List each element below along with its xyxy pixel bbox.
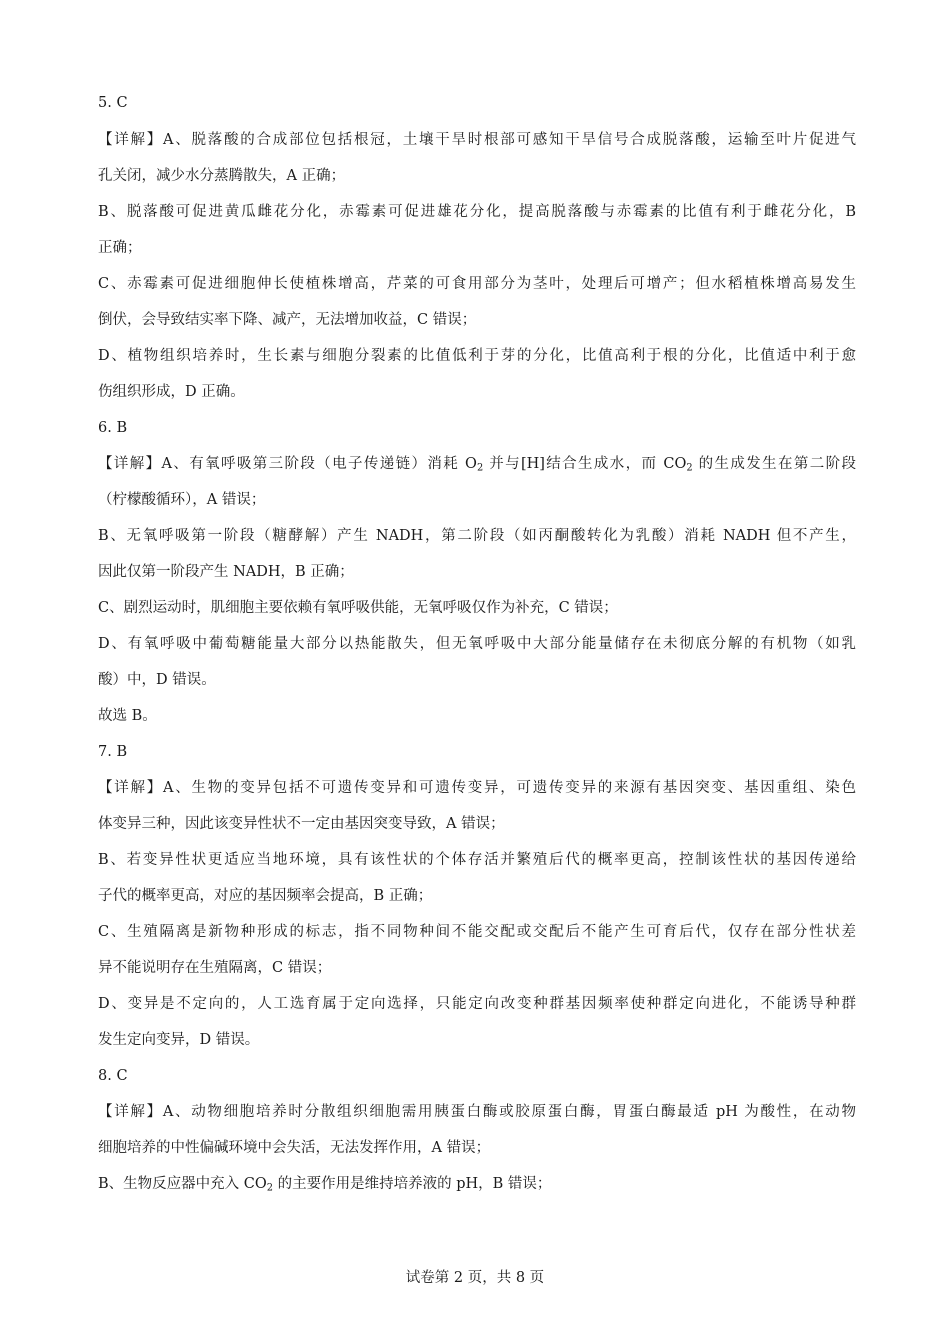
question-7-line-7: D、变异是不定向的，人工选育属于定向选择，只能定向改变种群基因频率使种群定向进化，不能诱导种群 [98,996,856,1012]
question-7-line-6: 异不能说明存在生殖隔离，C 错误； [98,960,332,976]
question-6-line-7: 酸）中，D 错误。 [98,672,216,688]
question-6-line-1: 【详解】A、有氧呼吸第三阶段（电子传递链）消耗 $O_2$ 并与[H]结合生成水，而 $CO_2$ 的生成发生在第二阶段 [98,456,856,474]
question-6-line-6: D、有氧呼吸中葡萄糖能量大部分以热能散失，但无氧呼吸中大部分能量储存在未彻底分解的有机物（如乳 [98,636,856,652]
question-6-line-8: 故选 B。 [98,708,157,724]
question-7-line-2: 体变异三种，因此该变异性状不一定由基因突变导致，A 错误； [98,816,505,832]
question-7-answer: 7. B [98,744,128,760]
question-7-line-8: 发生定向变异，D 错误。 [98,1032,260,1048]
question-8-answer: 8. C [98,1068,128,1084]
question-6-line-5: C、剧烈运动时，肌细胞主要依赖有氧呼吸供能，无氧呼吸仅作为补充，C 错误； [98,600,618,616]
question-7-line-3: B、若变异性状更适应当地环境，具有该性状的个体存活并繁殖后代的概率更高，控制该性状的基因传递给 [98,852,856,868]
question-5-line-1: 【详解】A、脱落酸的合成部位包括根冠，土壤干旱时根部可感知干旱信号合成脱落酸，运输至叶片促进气 [98,132,856,148]
question-8-line-3: B、生物反应器中充入 $CO_2$ 的主要作用是维持培养液的 pH，B 错误； [98,1176,552,1194]
question-5-line-2: 孔关闭，减少水分蒸腾散失，A 正确； [98,168,346,184]
question-5-line-8: 伤组织形成，D 正确。 [98,384,245,400]
page-footer: 试卷第 2 页，共 8 页 [405,1270,545,1286]
question-5-line-5: C、赤霉素可促进细胞伸长使植株增高，芹菜的可食用部分为茎叶，处理后可增产；但水稻植株增高易发生 [98,276,856,292]
question-8-line-2: 细胞培养的中性偏碱环境中会失活，无法发挥作用，A 错误； [98,1140,491,1156]
question-7-line-4: 子代的概率更高，对应的基因频率会提高，B 正确； [98,888,433,904]
question-5-line-7: D、植物组织培养时，生长素与细胞分裂素的比值低利于芽的分化，比值高利于根的分化，比值适中利于愈 [98,348,856,364]
question-7-line-5: C、生殖隔离是新物种形成的标志，指不同物种间不能交配或交配后不能产生可育后代，仅存在部分性状差 [98,924,856,940]
question-7-line-1: 【详解】A、生物的变异包括不可遗传变异和可遗传变异，可遗传变异的来源有基因突变、基因重组、染色 [98,780,856,796]
question-5-answer: 5. C [98,95,128,111]
question-6-line-2: （柠檬酸循环），A 错误； [98,492,266,508]
question-8-line-1: 【详解】A、动物细胞培养时分散组织细胞需用胰蛋白酶或胶原蛋白酶，胃蛋白酶最适 pH 为酸性，在动物 [98,1104,856,1120]
question-5-line-3: B、脱落酸可促进黄瓜雌花分化，赤霉素可促进雄花分化，提高脱落酸与赤霉素的比值有利于雌花分化，B [98,204,856,220]
question-6-line-3: B、无氧呼吸第一阶段（糖酵解）产生 NADH，第二阶段（如丙酮酸转化为乳酸）消耗 NADH 但不产生， [98,528,856,544]
question-5-line-6: 倒伏，会导致结实率下降、减产，无法增加收益，C 错误； [98,312,477,328]
question-5-line-4: 正确； [98,240,142,256]
question-6-line-4: 因此仅第一阶段产生 NADH，B 正确； [98,564,354,580]
question-6-answer: 6. B [98,420,128,436]
